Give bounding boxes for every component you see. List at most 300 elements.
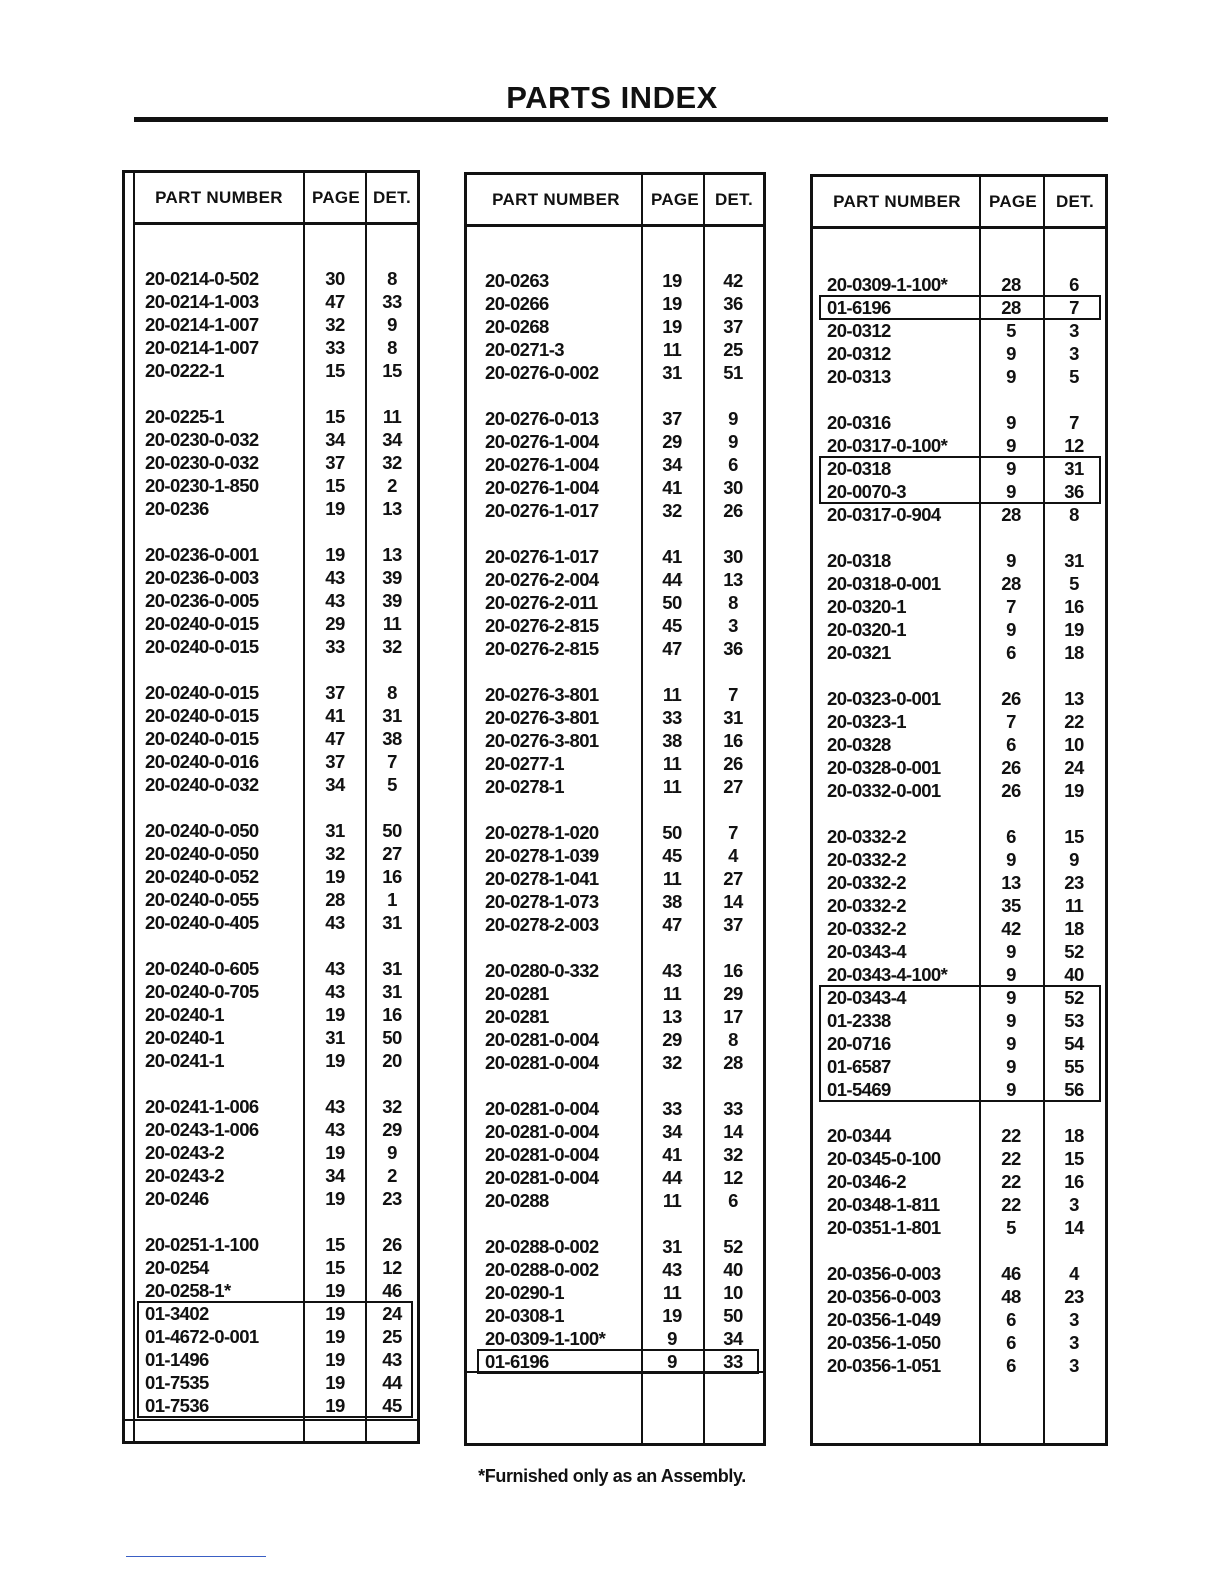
page-cell: 43 xyxy=(325,1096,345,1117)
part-number-cell: 20-0356-0-003 xyxy=(827,1263,941,1284)
table-row xyxy=(125,819,417,842)
part-number-cell: 20-0318-0-001 xyxy=(827,573,941,594)
detail-cell: 3 xyxy=(1069,343,1079,364)
page-cell: 9 xyxy=(667,1351,677,1372)
page-cell: 9 xyxy=(1006,1033,1016,1054)
page-cell: 38 xyxy=(662,891,682,912)
part-number-cell: 20-0343-4 xyxy=(827,941,906,962)
table-row xyxy=(813,342,1105,365)
table-row xyxy=(125,428,417,451)
page-cell: 22 xyxy=(1001,1148,1021,1169)
page-cell: 44 xyxy=(662,1167,682,1188)
part-number-cell: 20-0318 xyxy=(827,550,891,571)
table-row xyxy=(467,614,763,637)
page-cell: 19 xyxy=(325,498,345,519)
detail-cell: 38 xyxy=(382,728,402,749)
page-cell: 44 xyxy=(662,569,682,590)
detail-cell: 16 xyxy=(1064,596,1084,617)
detail-cell: 18 xyxy=(1064,642,1084,663)
part-number-cell: 20-0240-0-055 xyxy=(145,889,259,910)
page-cell: 28 xyxy=(325,889,345,910)
table-row xyxy=(467,683,763,706)
part-number-cell: 20-0240-0-050 xyxy=(145,820,259,841)
part-number-cell: 20-0276-1-004 xyxy=(485,431,599,452)
table-row xyxy=(125,497,417,520)
page-cell: 45 xyxy=(662,845,682,866)
table-row xyxy=(125,773,417,796)
table-row xyxy=(467,752,763,775)
part-number-cell: 01-6196 xyxy=(827,297,891,318)
detail-cell: 8 xyxy=(387,337,397,358)
table-row xyxy=(467,729,763,752)
page-cell: 5 xyxy=(1006,1217,1016,1238)
part-number-cell: 01-7536 xyxy=(145,1395,209,1416)
detail-cell: 31 xyxy=(382,958,402,979)
page-cell: 11 xyxy=(662,868,682,889)
table-row xyxy=(125,267,417,290)
page-cell: 43 xyxy=(325,567,345,588)
page-cell: 19 xyxy=(325,1326,345,1347)
part-number-cell: 20-0278-1 xyxy=(485,776,564,797)
part-number-cell: 20-0276-2-815 xyxy=(485,638,599,659)
row-divider xyxy=(125,1419,417,1421)
page-cell: 28 xyxy=(1001,274,1021,295)
part-number-cell: 20-0276-3-801 xyxy=(485,730,599,751)
table-row xyxy=(813,710,1105,733)
detail-cell: 23 xyxy=(382,1188,402,1209)
page-cell: 9 xyxy=(1006,435,1016,456)
page-cell: 19 xyxy=(662,293,682,314)
part-number-cell: 20-0317-0-100* xyxy=(827,435,948,456)
detail-cell: 27 xyxy=(723,868,743,889)
detail-cell: 13 xyxy=(382,498,402,519)
assembly-group-box xyxy=(477,1349,759,1374)
part-number-cell: 20-0276-3-801 xyxy=(485,684,599,705)
table-row xyxy=(125,750,417,773)
part-number-cell: 20-0288 xyxy=(485,1190,549,1211)
page-cell: 15 xyxy=(325,1234,345,1255)
detail-cell: 11 xyxy=(382,406,402,427)
page-cell: 9 xyxy=(1006,987,1016,1008)
table-row xyxy=(813,549,1105,572)
part-number-cell: 20-0281-0-004 xyxy=(485,1121,599,1142)
page-cell: 9 xyxy=(1006,550,1016,571)
part-number-cell: 20-0266 xyxy=(485,293,549,314)
part-number-cell: 20-0281-0-004 xyxy=(485,1144,599,1165)
page-cell: 50 xyxy=(662,592,682,613)
detail-cell: 50 xyxy=(382,1027,402,1048)
page-cell: 37 xyxy=(662,408,682,429)
part-number-cell: 20-0313 xyxy=(827,366,891,387)
table-row xyxy=(813,1170,1105,1193)
table-row xyxy=(813,940,1105,963)
detail-cell: 6 xyxy=(728,454,738,475)
assembly-group-box xyxy=(819,295,1101,320)
detail-cell: 32 xyxy=(723,1144,743,1165)
table-row xyxy=(467,545,763,568)
detail-cell: 12 xyxy=(723,1167,743,1188)
detail-cell: 31 xyxy=(382,912,402,933)
detail-cell: 52 xyxy=(1064,941,1084,962)
table-row xyxy=(467,1005,763,1028)
table-row xyxy=(125,1049,417,1072)
table-row xyxy=(125,635,417,658)
page-cell: 33 xyxy=(325,337,345,358)
part-number-cell: 20-0276-1-004 xyxy=(485,477,599,498)
page-cell: 19 xyxy=(662,316,682,337)
part-number-cell: 20-0214-0-502 xyxy=(145,268,259,289)
detail-cell: 30 xyxy=(723,546,743,567)
table-row xyxy=(467,476,763,499)
table-row xyxy=(467,1304,763,1327)
part-number-cell: 20-0345-0-100 xyxy=(827,1148,941,1169)
table-row xyxy=(813,1216,1105,1239)
page-cell: 50 xyxy=(662,822,682,843)
table-row xyxy=(467,959,763,982)
part-number-cell: 20-0230-0-032 xyxy=(145,429,259,450)
table-row xyxy=(467,867,763,890)
detail-cell: 2 xyxy=(387,475,397,496)
page-cell: 34 xyxy=(662,454,682,475)
detail-cell: 32 xyxy=(382,452,402,473)
part-number-cell: 20-0258-1* xyxy=(145,1280,231,1301)
part-number-cell: 20-0308-1 xyxy=(485,1305,564,1326)
part-number-cell: 20-0222-1 xyxy=(145,360,224,381)
part-number-cell: 20-0278-1-073 xyxy=(485,891,599,912)
detail-cell: 23 xyxy=(1064,1286,1084,1307)
page-cell: 32 xyxy=(325,314,345,335)
page-cell: 9 xyxy=(1006,481,1016,502)
detail-cell: 39 xyxy=(382,567,402,588)
part-number-cell: 20-0356-1-050 xyxy=(827,1332,941,1353)
table-row xyxy=(467,775,763,798)
page-cell: 26 xyxy=(1001,780,1021,801)
detail-cell: 32 xyxy=(382,1096,402,1117)
part-number-cell: 20-0332-2 xyxy=(827,895,906,916)
table-row xyxy=(467,706,763,729)
detail-cell: 19 xyxy=(1064,619,1084,640)
part-number-cell: 20-0240-0-032 xyxy=(145,774,259,795)
page-cell: 33 xyxy=(662,1098,682,1119)
page-cell: 22 xyxy=(1001,1125,1021,1146)
page-cell: 9 xyxy=(667,1328,677,1349)
page-cell: 42 xyxy=(1001,918,1021,939)
page-cell: 6 xyxy=(1006,642,1016,663)
part-number-cell: 20-0276-1-017 xyxy=(485,500,599,521)
page-cell: 35 xyxy=(1001,895,1021,916)
table-row xyxy=(125,865,417,888)
detail-cell: 27 xyxy=(723,776,743,797)
page-cell: 6 xyxy=(1006,1309,1016,1330)
table-row xyxy=(125,1279,417,1302)
table-row xyxy=(125,451,417,474)
page-cell: 7 xyxy=(1006,596,1016,617)
page-cell: 9 xyxy=(1006,343,1016,364)
part-number-cell: 20-0281-0-004 xyxy=(485,1052,599,1073)
page-cell: 46 xyxy=(1001,1263,1021,1284)
table-row xyxy=(467,844,763,867)
part-number-cell: 20-0278-1-020 xyxy=(485,822,599,843)
part-number-cell: 20-0241-1-006 xyxy=(145,1096,259,1117)
page-cell: 19 xyxy=(325,1004,345,1025)
part-number-cell: 20-0240-0-050 xyxy=(145,843,259,864)
page-cell: 13 xyxy=(1001,872,1021,893)
detail-cell: 55 xyxy=(1064,1056,1084,1077)
part-number-cell: 01-7535 xyxy=(145,1372,209,1393)
part-number-cell: 20-0332-2 xyxy=(827,918,906,939)
table-row xyxy=(813,756,1105,779)
page-cell: 19 xyxy=(325,1188,345,1209)
part-number-cell: 01-5469 xyxy=(827,1079,891,1100)
part-number-cell: 20-0309-1-100* xyxy=(827,274,948,295)
table-row xyxy=(467,1166,763,1189)
assembly-footnote: *Furnished only as an Assembly. xyxy=(478,1466,746,1486)
part-number-cell: 01-2338 xyxy=(827,1010,891,1031)
part-number-cell: 20-0243-1-006 xyxy=(145,1119,259,1140)
part-number-cell: 20-0236-0-001 xyxy=(145,544,259,565)
part-number-cell: 20-0356-1-051 xyxy=(827,1355,941,1376)
table-row xyxy=(125,1003,417,1026)
table-row xyxy=(125,888,417,911)
detail-cell: 46 xyxy=(382,1280,402,1301)
page-cell: 11 xyxy=(662,1190,682,1211)
detail-cell: 14 xyxy=(723,1121,743,1142)
part-number-cell: 20-0344 xyxy=(827,1125,891,1146)
page-cell: 32 xyxy=(325,843,345,864)
page-cell: 33 xyxy=(662,707,682,728)
part-number-cell: 20-0356-1-049 xyxy=(827,1309,941,1330)
part-number-cell: 20-0240-0-605 xyxy=(145,958,259,979)
header-det: DET. xyxy=(1045,177,1105,229)
part-number-cell: 20-0236 xyxy=(145,498,209,519)
page-cell: 19 xyxy=(325,544,345,565)
part-number-cell: 20-0230-1-850 xyxy=(145,475,259,496)
table-row xyxy=(467,1327,763,1350)
part-number-cell: 20-0277-1 xyxy=(485,753,564,774)
table-row xyxy=(813,503,1105,526)
detail-cell: 39 xyxy=(382,590,402,611)
page-cell: 47 xyxy=(325,291,345,312)
part-number-cell: 20-0214-1-007 xyxy=(145,337,259,358)
table-row xyxy=(467,1143,763,1166)
page-cell: 26 xyxy=(1001,688,1021,709)
header-page: PAGE xyxy=(645,175,705,227)
part-number-cell: 20-0323-1 xyxy=(827,711,906,732)
part-number-cell: 20-0316 xyxy=(827,412,891,433)
detail-cell: 3 xyxy=(1069,1309,1079,1330)
part-number-cell: 20-0288-0-002 xyxy=(485,1236,599,1257)
detail-cell: 7 xyxy=(1069,297,1079,318)
table-row xyxy=(125,911,417,934)
page-cell: 9 xyxy=(1006,1056,1016,1077)
page-cell: 31 xyxy=(325,1027,345,1048)
part-number-cell: 20-0276-2-011 xyxy=(485,592,598,613)
detail-cell: 33 xyxy=(723,1098,743,1119)
part-number-cell: 20-0276-2-815 xyxy=(485,615,599,636)
part-number-cell: 20-0240-0-015 xyxy=(145,728,259,749)
table-row xyxy=(813,411,1105,434)
detail-cell: 51 xyxy=(723,362,743,383)
detail-cell: 42 xyxy=(723,270,743,291)
part-number-cell: 20-0276-1-017 xyxy=(485,546,599,567)
part-number-cell: 20-0276-3-801 xyxy=(485,707,599,728)
detail-cell: 5 xyxy=(1069,573,1079,594)
part-number-cell: 20-0281-0-004 xyxy=(485,1167,599,1188)
part-number-cell: 20-0240-1 xyxy=(145,1004,224,1025)
detail-cell: 9 xyxy=(728,431,738,452)
detail-cell: 31 xyxy=(1064,458,1084,479)
part-number-cell: 20-0309-1-100* xyxy=(485,1328,606,1349)
detail-cell: 27 xyxy=(382,843,402,864)
page-cell: 9 xyxy=(1006,366,1016,387)
part-number-cell: 20-0288-0-002 xyxy=(485,1259,599,1280)
detail-cell: 50 xyxy=(382,820,402,841)
detail-cell: 25 xyxy=(723,339,743,360)
detail-cell: 3 xyxy=(728,615,738,636)
page-cell: 34 xyxy=(662,1121,682,1142)
part-number-cell: 20-0320-1 xyxy=(827,619,906,640)
detail-cell: 8 xyxy=(387,682,397,703)
page-cell: 47 xyxy=(662,914,682,935)
table-row xyxy=(813,779,1105,802)
detail-cell: 52 xyxy=(1064,987,1084,1008)
part-number-cell: 20-0328 xyxy=(827,734,891,755)
part-number-cell: 20-0321 xyxy=(827,642,891,663)
page-cell: 19 xyxy=(325,1280,345,1301)
table-row xyxy=(125,1187,417,1210)
page-cell: 19 xyxy=(325,1372,345,1393)
page-cell: 19 xyxy=(325,1050,345,1071)
table-row xyxy=(813,595,1105,618)
detail-cell: 2 xyxy=(387,1165,397,1186)
table-row xyxy=(467,430,763,453)
table-row xyxy=(813,1147,1105,1170)
table-row xyxy=(813,733,1105,756)
detail-cell: 26 xyxy=(723,753,743,774)
page-cell: 41 xyxy=(662,477,682,498)
table-row xyxy=(467,1051,763,1074)
detail-cell: 13 xyxy=(723,569,743,590)
part-number-cell: 20-0278-1-041 xyxy=(485,868,599,889)
detail-cell: 16 xyxy=(723,960,743,981)
page-cell: 15 xyxy=(325,360,345,381)
detail-cell: 15 xyxy=(1064,1148,1084,1169)
page-cell: 47 xyxy=(662,638,682,659)
detail-cell: 16 xyxy=(382,866,402,887)
detail-cell: 15 xyxy=(382,360,402,381)
part-number-cell: 20-0351-1-801 xyxy=(827,1217,941,1238)
detail-cell: 31 xyxy=(382,981,402,1002)
page-cell: 7 xyxy=(1006,711,1016,732)
detail-cell: 52 xyxy=(723,1236,743,1257)
page-cell: 28 xyxy=(1001,297,1021,318)
detail-cell: 18 xyxy=(1064,918,1084,939)
detail-cell: 1 xyxy=(387,889,397,910)
page-cell: 29 xyxy=(325,613,345,634)
detail-cell: 29 xyxy=(723,983,743,1004)
table-row xyxy=(125,313,417,336)
page-cell: 29 xyxy=(662,431,682,452)
detail-cell: 24 xyxy=(1064,757,1084,778)
detail-cell: 54 xyxy=(1064,1033,1084,1054)
part-number-cell: 20-0278-2-003 xyxy=(485,914,599,935)
page-cell: 22 xyxy=(1001,1194,1021,1215)
part-number-cell: 20-0276-0-013 xyxy=(485,408,599,429)
page-cell: 11 xyxy=(662,684,682,705)
detail-cell: 40 xyxy=(723,1259,743,1280)
part-number-cell: 20-0332-2 xyxy=(827,872,906,893)
detail-cell: 34 xyxy=(723,1328,743,1349)
page-cell: 19 xyxy=(325,1349,345,1370)
detail-cell: 9 xyxy=(1069,849,1079,870)
part-number-cell: 20-0716 xyxy=(827,1033,891,1054)
table-row xyxy=(813,319,1105,342)
detail-cell: 4 xyxy=(728,845,738,866)
page-cell: 5 xyxy=(1006,320,1016,341)
part-number-cell: 20-0240-0-705 xyxy=(145,981,259,1002)
table-row xyxy=(467,407,763,430)
page-cell: 32 xyxy=(662,500,682,521)
detail-cell: 14 xyxy=(1064,1217,1084,1238)
page-cell: 43 xyxy=(325,1119,345,1140)
part-number-cell: 01-6196 xyxy=(485,1351,549,1372)
table-row xyxy=(125,612,417,635)
table-row xyxy=(467,913,763,936)
detail-cell: 31 xyxy=(723,707,743,728)
detail-cell: 19 xyxy=(1064,780,1084,801)
table-row xyxy=(125,336,417,359)
table-row xyxy=(125,681,417,704)
part-number-cell: 20-0230-0-032 xyxy=(145,452,259,473)
header-det: DET. xyxy=(705,175,763,227)
page-cell: 37 xyxy=(325,682,345,703)
page-cell: 15 xyxy=(325,406,345,427)
assembly-group-box xyxy=(819,456,1101,504)
detail-cell: 3 xyxy=(1069,1332,1079,1353)
detail-cell: 16 xyxy=(382,1004,402,1025)
part-number-cell: 20-0263 xyxy=(485,270,549,291)
detail-cell: 7 xyxy=(1069,412,1079,433)
page-cell: 34 xyxy=(325,1165,345,1186)
page-cell: 22 xyxy=(1001,1171,1021,1192)
table-row xyxy=(813,1262,1105,1285)
detail-cell: 12 xyxy=(382,1257,402,1278)
table-row xyxy=(125,957,417,980)
detail-cell: 8 xyxy=(1069,504,1079,525)
table-row xyxy=(813,894,1105,917)
table-row xyxy=(467,1189,763,1212)
header-det: DET. xyxy=(367,173,417,225)
page-cell: 32 xyxy=(662,1052,682,1073)
detail-cell: 6 xyxy=(728,1190,738,1211)
part-number-cell: 20-0240-0-015 xyxy=(145,682,259,703)
page-cell: 28 xyxy=(1001,573,1021,594)
part-number-cell: 20-0281 xyxy=(485,1006,549,1027)
table-row xyxy=(467,568,763,591)
assembly-group-box xyxy=(819,985,1101,1102)
table-row xyxy=(467,499,763,522)
detail-cell: 17 xyxy=(723,1006,743,1027)
part-number-cell: 20-0246 xyxy=(145,1188,209,1209)
page-cell: 11 xyxy=(662,753,682,774)
part-number-cell: 20-0070-3 xyxy=(827,481,906,502)
part-number-cell: 20-0240-0-052 xyxy=(145,866,259,887)
page-cell: 29 xyxy=(662,1029,682,1050)
part-number-cell: 20-0281 xyxy=(485,983,549,1004)
detail-cell: 14 xyxy=(723,891,743,912)
part-number-cell: 20-0251-1-100 xyxy=(145,1234,259,1255)
table-row xyxy=(467,1281,763,1304)
